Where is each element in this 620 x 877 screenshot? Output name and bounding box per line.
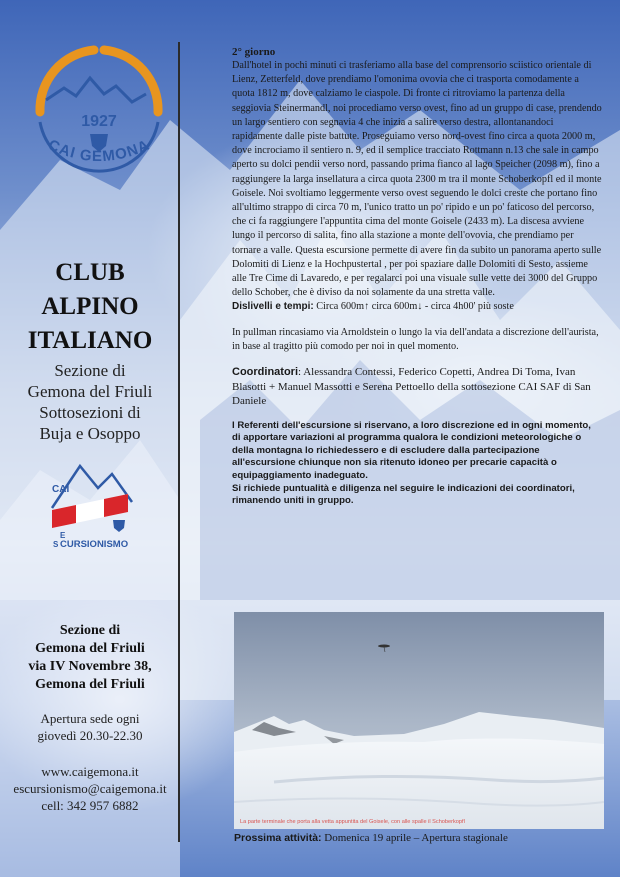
opening-line: giovedì 20.30-22.30: [37, 728, 143, 743]
address-line: via IV Novembre 38,: [28, 659, 152, 674]
esc-logo-s: S: [53, 540, 59, 549]
next-activity: [234, 831, 614, 845]
address-line: Gemona del Friuli: [35, 641, 145, 656]
club-title-line: CLUB: [55, 259, 125, 286]
esc-logo-cai: CAI: [52, 484, 70, 495]
itinerary-text: Dall'hotel in pochi minuti ci trasferiamo alla base del comprensorio sciistico orientale di Lienz, Zetterfeld, dove prendiamo l'omonima ovovia che ci trasporta comodamente a quota 1812 m, dove calziamo le ciaspole. Di fronte ci ritroviamo la partenza della seggiovia Steinermandl, noi procediamo verso ovest, fino ad un gruppo di case, prendendo un largo sentiero con segnavia 4 che inizia a salire verso destra, allontanandoci rapidamente dalle piste battute. Proseguiamo verso nord-ovest fino circa a quota 2000 m, dove incrociamo il sentiero n. 9, ed il semplice tracciato Rottmann n.13 che sale in campo aperto su dolci pendii verso nord, passando prima fianco al lago Speicher (2098 m), fino a raggiungere la larga insellatura a circa quota 2300 m tra il monte Schoberkopfl ed il monte Goisele. Noi svoltiamo leggermente verso ovest seguendo le dolci creste che portano fino all'ultimo strappo di circa 70 m, l'unico tratto un po' ripido e un po' faticoso del percorso, che ci fa raggiungere l'appuntita cima del monte Goisele (2433 m). La discesa avviene lungo il percorso di salita, fino alla stazione a monte dell'ovovia, che prendiamo per tornare a valle. Questa escursione permette di avere fin da subito un panorama aperto sulle Dolomiti di Lienz e la Hochpustertal , per poi spaziare dalle Dolomiti di Sesto, assieme alle Tre Cime di Lavaredo, e per regalarci poi una visuale sulle vette dei 3000 del Gruppo dello Schober, che è diviso da noi solamente da una stretta valle.: [232, 60, 602, 299]
opening-hours: [0, 710, 180, 744]
section-line: Sezione di: [54, 361, 126, 380]
day-title: 2° giorno: [232, 46, 276, 58]
address-line: Sezione di: [59, 623, 121, 638]
return-text: In pullman rincasiamo via Arnoldstein o lungo la via dell'andata a discrezione dell'aurista, in base al tragitto più comodo per noi in quel momento.: [232, 326, 599, 352]
website-link[interactable]: www.caigemona.it: [41, 764, 139, 779]
logo-year: 1927: [81, 113, 117, 130]
club-title-line: ITALIANO: [27, 327, 153, 354]
contacts: [0, 763, 180, 814]
address-line: Gemona del Friuli: [35, 677, 145, 692]
main-content: [232, 45, 602, 508]
dislivelli: [232, 300, 602, 314]
section-line: Gemona del Friuli: [27, 382, 153, 401]
vertical-divider: [178, 42, 180, 842]
section-line: Buja e Osoppo: [39, 424, 141, 443]
cai-gemona-logo: [26, 30, 171, 180]
club-title-line: ALPINO: [41, 293, 139, 320]
esc-logo-e: E: [60, 531, 66, 540]
sidebar: [0, 0, 180, 877]
next-label: Prossima attività:: [234, 832, 322, 844]
coord-label: Coordinatori: [232, 366, 298, 379]
phone-number: cell: 342 957 6882: [41, 798, 139, 813]
coord-text: : Alessandra Contessi, Federico Copetti, Andrea Di Toma, Ivan Blasotti + Manuel Massotti e Serena Pettoello della sottosezione CAI SAF di San Daniele: [232, 366, 591, 408]
section-info: [0, 360, 180, 444]
club-title: [0, 256, 180, 358]
esc-logo-rest: CURSIONISMO: [60, 539, 129, 550]
section-line: Sottosezioni di: [39, 403, 141, 422]
email-link[interactable]: escursionismo@caigemona.it: [13, 781, 167, 796]
dislivelli-label: Dislivelli e tempi:: [232, 301, 314, 313]
logo-name: CAI GEMONA: [45, 136, 153, 166]
opening-line: Apertura sede ogni: [40, 711, 140, 726]
referenti-notice: I Referenti dell'escursione si riservano, a loro discrezione ed in ogni momento, di apportare variazioni al programma qualora le condizioni meteorologiche o della montagna lo richiedessero e di escludere dalla partecipazione all'escursione chiunque non sia ritenuto idoneo per precarie capacità o equipaggiamento inadeguato.: [232, 419, 591, 481]
photo-caption: La parte terminale che porta alla vetta appuntita del Goisele, con alle spalle il Schoberkopfl: [240, 819, 465, 825]
next-text: Domenica 19 aprile – Apertura stagionale: [321, 832, 508, 844]
cai-escursionismo-logo: [40, 458, 140, 558]
coordinators: [232, 365, 602, 409]
puntualita-notice: Si richiede puntualità e diligenza nel seguire le indicazioni dei coordinatori, rimanendo uniti in gruppo.: [232, 482, 575, 507]
photo-image: [234, 612, 604, 829]
section-address: [0, 622, 180, 694]
dislivelli-value: Circa 600m↑ circa 600m↓ - circa 4h00' più soste: [316, 301, 514, 313]
summit-photo: [234, 612, 604, 829]
